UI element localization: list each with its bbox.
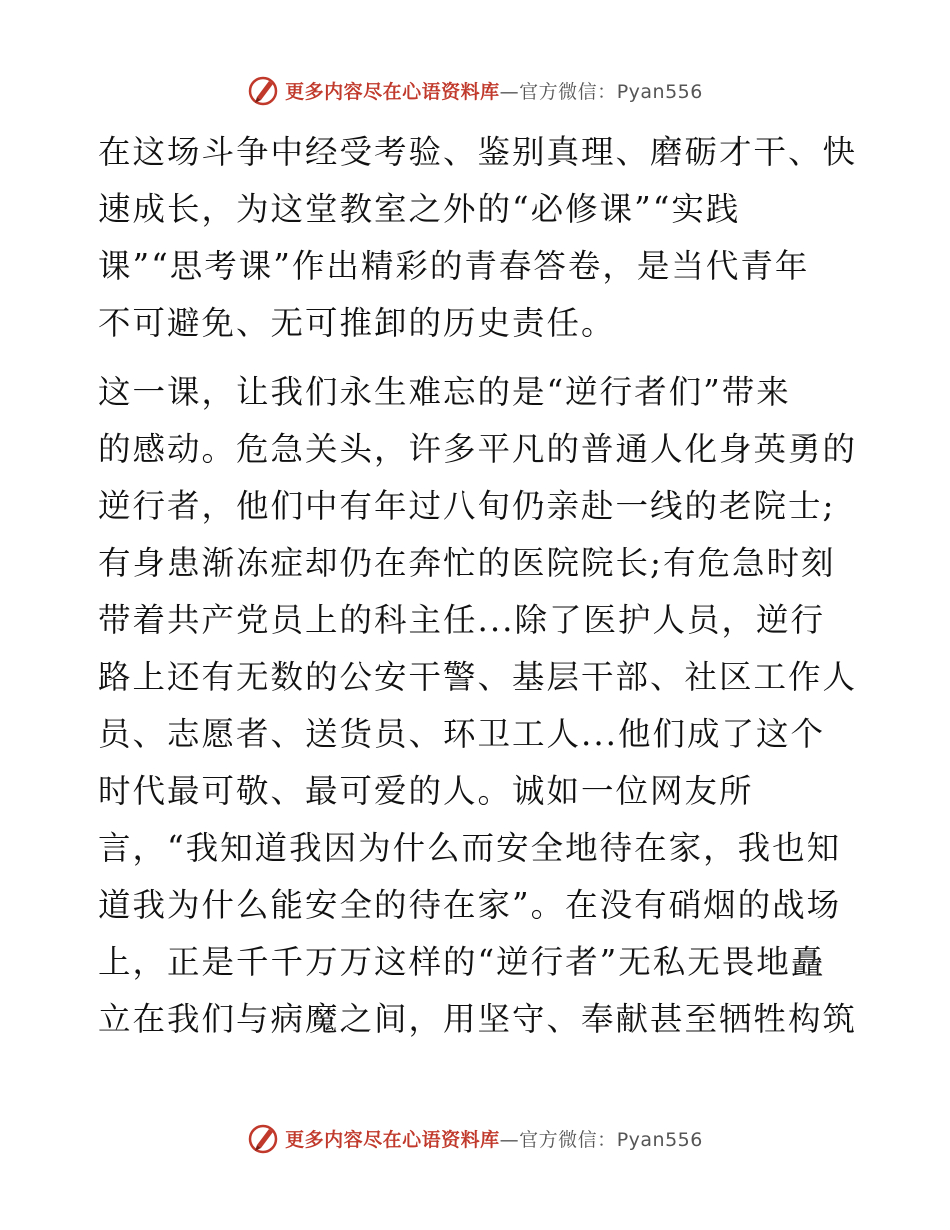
banner-dash: — — [499, 80, 520, 103]
banner-wechat-label: 官方微信： — [519, 1128, 617, 1151]
banner-brand: 更多内容尽在心语资料库 — [285, 1128, 500, 1151]
paragraph-gap — [98, 352, 858, 364]
banner-dash: — — [499, 1128, 520, 1151]
text-line: 时代最可敬、最可爱的人。诚如一位网友所 — [98, 772, 754, 810]
banner-text — [285, 1125, 703, 1152]
text-line: 速成长，为这堂教室之外的“必修课”“实践 — [98, 190, 741, 228]
text-line: 言，“我知道我因为什么而安全地待在家，我也知 — [98, 829, 842, 867]
banner-wechat-label: 官方微信： — [519, 80, 617, 103]
text-line: 路上还有无数的公安干警、基层干部、社区工作人 — [98, 658, 858, 696]
text-line: 课”“思考课”作出精彩的青春答卷，是当代青年 — [98, 247, 810, 285]
text-line: 道我为什么能安全的待在家”。在没有硝烟的战场 — [98, 886, 842, 924]
pen-logo-icon — [247, 1121, 281, 1155]
banner-text — [285, 77, 703, 104]
text-line: 立在我们与病魔之间，用坚守、奉献甚至牺牲构筑 — [98, 1000, 858, 1038]
footer-banner — [0, 1118, 950, 1158]
text-line: 在这场斗争中经受考验、鉴别真理、磨砺才干、快 — [98, 133, 858, 171]
text-line: 上，正是千千万万这样的“逆行者”无私无畏地矗 — [98, 943, 826, 981]
banner-brand: 更多内容尽在心语资料库 — [285, 80, 500, 103]
banner-wechat-id: Pyan556 — [616, 1128, 703, 1151]
text-line: 带着共产党员上的科主任...除了医护人员，逆行 — [98, 601, 825, 639]
header-banner — [0, 70, 950, 110]
document-body — [98, 124, 858, 1048]
banner-wechat-id: Pyan556 — [616, 80, 703, 103]
text-line: 不可避免、无可推卸的历史责任。 — [98, 304, 616, 342]
text-line: 员、志愿者、送货员、环卫工人...他们成了这个 — [98, 715, 825, 753]
pen-logo-icon — [247, 73, 281, 107]
text-line: 有身患渐冻症却仍在奔忙的医院院长;有危急时刻 — [98, 544, 836, 582]
text-line: 逆行者，他们中有年过八旬仍亲赴一线的老院士; — [98, 487, 836, 525]
text-line: 的感动。危急关头，许多平凡的普通人化身英勇的 — [98, 430, 858, 468]
text-line: 这一课，让我们永生难忘的是“逆行者们”带来 — [98, 373, 791, 411]
